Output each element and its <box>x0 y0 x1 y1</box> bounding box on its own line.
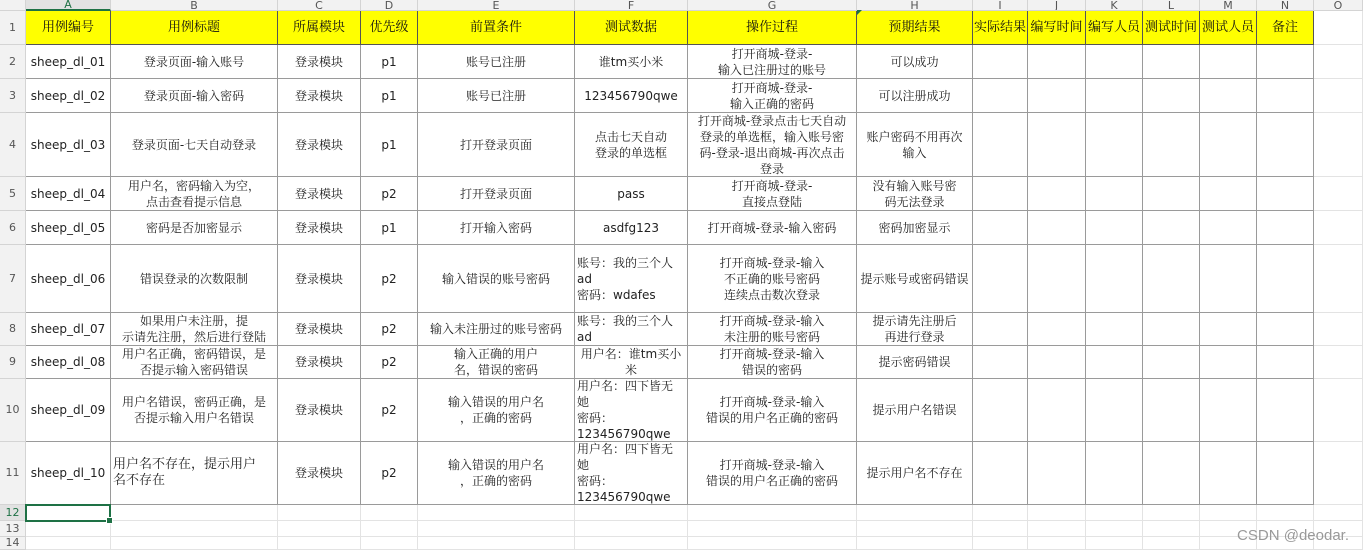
empty-cell[interactable] <box>361 505 418 521</box>
table-cell-A4[interactable]: sheep_dl_03 <box>26 113 111 177</box>
empty-cell[interactable] <box>1028 45 1086 79</box>
table-cell-D7[interactable]: p2 <box>361 245 418 313</box>
empty-cell[interactable] <box>1028 113 1086 177</box>
column-header-G[interactable]: G <box>688 0 857 11</box>
table-cell-F8[interactable]: 账号：我的三个人 ad <box>575 313 688 346</box>
empty-cell[interactable] <box>1086 346 1143 379</box>
empty-cell[interactable] <box>973 505 1028 521</box>
table-cell-H8[interactable]: 提示请先注册后 再进行登录 <box>857 313 973 346</box>
empty-cell[interactable] <box>973 211 1028 245</box>
empty-cell[interactable] <box>1314 79 1363 113</box>
table-cell-H7[interactable]: 提示账号或密码错误 <box>857 245 973 313</box>
empty-cell[interactable] <box>1086 537 1143 550</box>
empty-cell[interactable] <box>1143 379 1200 442</box>
table-cell-A10[interactable]: sheep_dl_09 <box>26 379 111 442</box>
column-header-A[interactable]: A <box>26 0 111 11</box>
table-cell-F10[interactable]: 用户名：四下皆无 她 密码： 123456790qwe <box>575 379 688 442</box>
empty-cell[interactable] <box>1028 313 1086 346</box>
empty-cell[interactable] <box>1086 211 1143 245</box>
header-cell-B[interactable]: 用例标题 <box>111 11 278 45</box>
empty-cell[interactable] <box>973 521 1028 537</box>
empty-cell[interactable] <box>1314 505 1363 521</box>
empty-cell[interactable] <box>361 521 418 537</box>
table-cell-A7[interactable]: sheep_dl_06 <box>26 245 111 313</box>
empty-cell[interactable] <box>1086 442 1143 505</box>
empty-cell[interactable] <box>418 505 575 521</box>
empty-cell[interactable] <box>1200 211 1257 245</box>
empty-cell[interactable] <box>575 521 688 537</box>
empty-cell[interactable] <box>361 537 418 550</box>
empty-cell[interactable] <box>1086 505 1143 521</box>
row-header-13[interactable]: 13 <box>0 521 26 537</box>
empty-cell[interactable] <box>688 505 857 521</box>
table-cell-G8[interactable]: 打开商城-登录-输入 未注册的账号密码 <box>688 313 857 346</box>
empty-cell[interactable] <box>1200 313 1257 346</box>
header-cell-A[interactable]: 用例编号 <box>26 11 111 45</box>
empty-cell[interactable] <box>973 346 1028 379</box>
empty-cell[interactable] <box>1143 505 1200 521</box>
watermark: CSDN @deodar. <box>1237 527 1349 544</box>
empty-cell[interactable] <box>1086 113 1143 177</box>
empty-cell[interactable] <box>1028 79 1086 113</box>
empty-cell[interactable] <box>1314 313 1363 346</box>
column-header-F[interactable]: F <box>575 0 688 11</box>
empty-cell[interactable] <box>1200 505 1257 521</box>
row-header-12[interactable]: 12 <box>0 505 26 521</box>
empty-cell[interactable] <box>973 537 1028 550</box>
table-cell-E7[interactable]: 输入错误的账号密码 <box>418 245 575 313</box>
table-cell-D4[interactable]: p1 <box>361 113 418 177</box>
empty-cell[interactable] <box>1143 177 1200 211</box>
empty-cell[interactable] <box>973 79 1028 113</box>
table-cell-B8[interactable]: 如果用户未注册，提 示请先注册，然后进行登陆 <box>111 313 278 346</box>
empty-cell[interactable] <box>973 379 1028 442</box>
table-cell-C6[interactable]: 登录模块 <box>278 211 361 245</box>
empty-cell[interactable] <box>1314 211 1363 245</box>
table-cell-B10[interactable]: 用户名错误，密码正确，是 否提示输入用户名错误 <box>111 379 278 442</box>
empty-cell[interactable] <box>1257 505 1314 521</box>
row-header-7[interactable]: 7 <box>0 245 26 313</box>
empty-cell[interactable] <box>1200 346 1257 379</box>
header-cell-L[interactable]: 测试时间 <box>1143 11 1200 45</box>
empty-cell[interactable] <box>1143 313 1200 346</box>
empty-cell[interactable] <box>1028 177 1086 211</box>
header-cell-M[interactable]: 测试人员 <box>1200 11 1257 45</box>
empty-cell[interactable] <box>1200 245 1257 313</box>
empty-cell[interactable] <box>973 113 1028 177</box>
table-cell-B7[interactable]: 错误登录的次数限制 <box>111 245 278 313</box>
column-header-B[interactable]: B <box>111 0 278 11</box>
empty-cell[interactable] <box>1143 346 1200 379</box>
table-cell-B6[interactable]: 密码是否加密显示 <box>111 211 278 245</box>
table-cell-E2[interactable]: 账号已注册 <box>418 45 575 79</box>
empty-cell[interactable] <box>1086 313 1143 346</box>
table-cell-B3[interactable]: 登录页面-输入密码 <box>111 79 278 113</box>
header-cell-F[interactable]: 测试数据 <box>575 11 688 45</box>
header-cell-G[interactable]: 操作过程 <box>688 11 857 45</box>
table-cell-G4[interactable]: 打开商城-登录点击七天自动 登录的单选框，输入账号密 码-登录-退出商城-再次点击 登录 <box>688 113 857 177</box>
table-cell-E5[interactable]: 打开登录页面 <box>418 177 575 211</box>
header-cell-J[interactable]: 编写时间 <box>1028 11 1086 45</box>
empty-cell[interactable] <box>1314 45 1363 79</box>
table-cell-G7[interactable]: 打开商城-登录-输入 不正确的账号密码 连续点击数次登录 <box>688 245 857 313</box>
table-cell-B4[interactable]: 登录页面-七天自动登录 <box>111 113 278 177</box>
header-cell-H[interactable]: 预期结果 <box>857 11 973 45</box>
table-cell-H5[interactable]: 没有输入账号密 码无法登录 <box>857 177 973 211</box>
empty-cell[interactable] <box>857 521 973 537</box>
empty-cell[interactable] <box>1143 245 1200 313</box>
empty-cell[interactable] <box>418 521 575 537</box>
table-cell-G5[interactable]: 打开商城-登录- 直接点登陆 <box>688 177 857 211</box>
row-header-14[interactable]: 14 <box>0 537 26 550</box>
empty-cell[interactable] <box>973 177 1028 211</box>
empty-cell[interactable] <box>1143 45 1200 79</box>
table-cell-C2[interactable]: 登录模块 <box>278 45 361 79</box>
empty-cell[interactable] <box>1314 245 1363 313</box>
table-cell-A3[interactable]: sheep_dl_02 <box>26 79 111 113</box>
column-header-M[interactable]: M <box>1200 0 1257 11</box>
select-all-corner[interactable] <box>0 0 26 11</box>
table-cell-B5[interactable]: 用户名，密码输入为空， 点击查看提示信息 <box>111 177 278 211</box>
table-cell-B11[interactable]: 用户名不存在，提示用户 名不存在 <box>111 442 278 505</box>
empty-cell[interactable] <box>1257 177 1314 211</box>
empty-cell[interactable] <box>1314 379 1363 442</box>
row-header-5[interactable]: 5 <box>0 177 26 211</box>
empty-cell[interactable] <box>1200 45 1257 79</box>
table-cell-C10[interactable]: 登录模块 <box>278 379 361 442</box>
table-cell-E8[interactable]: 输入未注册过的账号密码 <box>418 313 575 346</box>
empty-cell[interactable] <box>278 521 361 537</box>
table-cell-D2[interactable]: p1 <box>361 45 418 79</box>
table-cell-F4[interactable]: 点击七天自动 登录的单选框 <box>575 113 688 177</box>
column-header-O[interactable]: O <box>1314 0 1363 11</box>
table-cell-C8[interactable]: 登录模块 <box>278 313 361 346</box>
table-cell-E3[interactable]: 账号已注册 <box>418 79 575 113</box>
empty-cell[interactable] <box>1086 245 1143 313</box>
table-cell-D9[interactable]: p2 <box>361 346 418 379</box>
column-header-N[interactable]: N <box>1257 0 1314 11</box>
empty-cell[interactable] <box>1086 79 1143 113</box>
empty-cell[interactable] <box>1257 379 1314 442</box>
table-cell-F7[interactable]: 账号：我的三个人 ad 密码：wdafes <box>575 245 688 313</box>
empty-cell[interactable] <box>278 505 361 521</box>
table-cell-C4[interactable]: 登录模块 <box>278 113 361 177</box>
empty-cell[interactable] <box>1028 245 1086 313</box>
table-cell-D11[interactable]: p2 <box>361 442 418 505</box>
header-cell-I[interactable]: 实际结果 <box>973 11 1028 45</box>
table-cell-E4[interactable]: 打开登录页面 <box>418 113 575 177</box>
column-header-L[interactable]: L <box>1143 0 1200 11</box>
table-cell-G10[interactable]: 打开商城-登录-输入 错误的用户名正确的密码 <box>688 379 857 442</box>
table-cell-D6[interactable]: p1 <box>361 211 418 245</box>
row-header-8[interactable]: 8 <box>0 313 26 346</box>
empty-cell[interactable] <box>1086 379 1143 442</box>
row-header-9[interactable]: 9 <box>0 346 26 379</box>
table-cell-C11[interactable]: 登录模块 <box>278 442 361 505</box>
empty-cell[interactable] <box>1257 45 1314 79</box>
table-cell-E11[interactable]: 输入错误的用户名 ，正确的密码 <box>418 442 575 505</box>
empty-cell[interactable] <box>1314 442 1363 505</box>
table-cell-E10[interactable]: 输入错误的用户名 ，正确的密码 <box>418 379 575 442</box>
row-header-11[interactable]: 11 <box>0 442 26 505</box>
table-cell-D3[interactable]: p1 <box>361 79 418 113</box>
table-cell-F11[interactable]: 用户名：四下皆无 她 密码： 123456790qwe <box>575 442 688 505</box>
table-cell-H6[interactable]: 密码加密显示 <box>857 211 973 245</box>
empty-cell[interactable] <box>1314 11 1363 45</box>
row-header-2[interactable]: 2 <box>0 45 26 79</box>
empty-cell[interactable] <box>973 313 1028 346</box>
column-header-C[interactable]: C <box>278 0 361 11</box>
empty-cell[interactable] <box>278 537 361 550</box>
row-header-10[interactable]: 10 <box>0 379 26 442</box>
column-header-K[interactable]: K <box>1086 0 1143 11</box>
empty-cell[interactable] <box>1257 79 1314 113</box>
empty-cell[interactable] <box>973 442 1028 505</box>
table-cell-A9[interactable]: sheep_dl_08 <box>26 346 111 379</box>
table-cell-C9[interactable]: 登录模块 <box>278 346 361 379</box>
empty-cell[interactable] <box>1028 442 1086 505</box>
empty-cell[interactable] <box>1200 79 1257 113</box>
comment-indicator <box>857 10 862 15</box>
empty-cell[interactable] <box>1143 79 1200 113</box>
column-header-J[interactable]: J <box>1028 0 1086 11</box>
table-cell-A5[interactable]: sheep_dl_04 <box>26 177 111 211</box>
empty-cell[interactable] <box>1143 537 1200 550</box>
table-cell-H10[interactable]: 提示用户名错误 <box>857 379 973 442</box>
table-cell-B2[interactable]: 登录页面-输入账号 <box>111 45 278 79</box>
empty-cell[interactable] <box>857 505 973 521</box>
empty-cell[interactable] <box>1143 113 1200 177</box>
empty-cell[interactable] <box>575 537 688 550</box>
empty-cell[interactable] <box>1257 346 1314 379</box>
table-cell-C3[interactable]: 登录模块 <box>278 79 361 113</box>
table-cell-F5[interactable]: pass <box>575 177 688 211</box>
column-header-H[interactable]: H <box>857 0 973 11</box>
empty-cell[interactable] <box>26 537 111 550</box>
empty-cell[interactable] <box>1200 442 1257 505</box>
table-cell-A8[interactable]: sheep_dl_07 <box>26 313 111 346</box>
table-cell-F6[interactable]: asdfg123 <box>575 211 688 245</box>
empty-cell[interactable] <box>1143 211 1200 245</box>
table-cell-B9[interactable]: 用户名正确，密码错误，是 否提示输入密码错误 <box>111 346 278 379</box>
empty-cell[interactable] <box>111 537 278 550</box>
table-cell-D5[interactable]: p2 <box>361 177 418 211</box>
table-cell-G9[interactable]: 打开商城-登录-输入 错误的密码 <box>688 346 857 379</box>
table-cell-H3[interactable]: 可以注册成功 <box>857 79 973 113</box>
table-cell-C7[interactable]: 登录模块 <box>278 245 361 313</box>
column-header-E[interactable]: E <box>418 0 575 11</box>
row-header-1[interactable]: 1 <box>0 11 26 45</box>
table-cell-H2[interactable]: 可以成功 <box>857 45 973 79</box>
empty-cell[interactable] <box>1028 211 1086 245</box>
table-cell-G3[interactable]: 打开商城-登录- 输入正确的密码 <box>688 79 857 113</box>
empty-cell[interactable] <box>111 521 278 537</box>
table-cell-G2[interactable]: 打开商城-登录- 输入已注册过的账号 <box>688 45 857 79</box>
empty-cell[interactable] <box>857 537 973 550</box>
header-cell-K[interactable]: 编写人员 <box>1086 11 1143 45</box>
empty-cell[interactable] <box>1200 177 1257 211</box>
empty-cell[interactable] <box>688 537 857 550</box>
empty-cell[interactable] <box>1028 346 1086 379</box>
table-cell-H11[interactable]: 提示用户名不存在 <box>857 442 973 505</box>
empty-cell[interactable] <box>973 245 1028 313</box>
header-cell-E[interactable]: 前置条件 <box>418 11 575 45</box>
table-cell-F2[interactable]: 谁tm买小米 <box>575 45 688 79</box>
row-header-3[interactable]: 3 <box>0 79 26 113</box>
table-cell-E9[interactable]: 输入正确的用户 名，错误的密码 <box>418 346 575 379</box>
empty-cell[interactable] <box>575 505 688 521</box>
empty-cell[interactable] <box>1257 113 1314 177</box>
empty-cell[interactable] <box>1314 113 1363 177</box>
table-cell-A6[interactable]: sheep_dl_05 <box>26 211 111 245</box>
empty-cell[interactable] <box>418 537 575 550</box>
table-cell-A2[interactable]: sheep_dl_01 <box>26 45 111 79</box>
empty-cell[interactable] <box>26 505 111 521</box>
empty-cell[interactable] <box>1257 211 1314 245</box>
header-cell-C[interactable]: 所属模块 <box>278 11 361 45</box>
column-header-I[interactable]: I <box>973 0 1028 11</box>
empty-cell[interactable] <box>1200 379 1257 442</box>
empty-cell[interactable] <box>26 521 111 537</box>
empty-cell[interactable] <box>1086 177 1143 211</box>
table-cell-A11[interactable]: sheep_dl_10 <box>26 442 111 505</box>
header-cell-D[interactable]: 优先级 <box>361 11 418 45</box>
empty-cell[interactable] <box>1143 521 1200 537</box>
header-cell-N[interactable]: 备注 <box>1257 11 1314 45</box>
empty-cell[interactable] <box>973 45 1028 79</box>
empty-cell[interactable] <box>111 505 278 521</box>
empty-cell[interactable] <box>1028 379 1086 442</box>
empty-cell[interactable] <box>1257 245 1314 313</box>
row-header-4[interactable]: 4 <box>0 113 26 177</box>
table-cell-E6[interactable]: 打开输入密码 <box>418 211 575 245</box>
empty-cell[interactable] <box>1086 45 1143 79</box>
empty-cell[interactable] <box>1257 313 1314 346</box>
empty-cell[interactable] <box>1028 505 1086 521</box>
table-cell-H9[interactable]: 提示密码错误 <box>857 346 973 379</box>
table-cell-C5[interactable]: 登录模块 <box>278 177 361 211</box>
empty-cell[interactable] <box>688 521 857 537</box>
empty-cell[interactable] <box>1143 442 1200 505</box>
empty-cell[interactable] <box>1314 346 1363 379</box>
empty-cell[interactable] <box>1257 442 1314 505</box>
table-cell-F3[interactable]: 123456790qwe <box>575 79 688 113</box>
empty-cell[interactable] <box>1028 537 1086 550</box>
table-cell-D8[interactable]: p2 <box>361 313 418 346</box>
empty-cell[interactable] <box>1086 521 1143 537</box>
table-cell-F9[interactable]: 用户名：谁tm买小 米 <box>575 346 688 379</box>
empty-cell[interactable] <box>1200 113 1257 177</box>
table-cell-G11[interactable]: 打开商城-登录-输入 错误的用户名正确的密码 <box>688 442 857 505</box>
empty-cell[interactable] <box>1314 177 1363 211</box>
table-cell-D10[interactable]: p2 <box>361 379 418 442</box>
row-header-6[interactable]: 6 <box>0 211 26 245</box>
table-cell-H4[interactable]: 账户密码不用再次 输入 <box>857 113 973 177</box>
empty-cell[interactable] <box>1028 521 1086 537</box>
column-header-D[interactable]: D <box>361 0 418 11</box>
table-cell-G6[interactable]: 打开商城-登录-输入密码 <box>688 211 857 245</box>
